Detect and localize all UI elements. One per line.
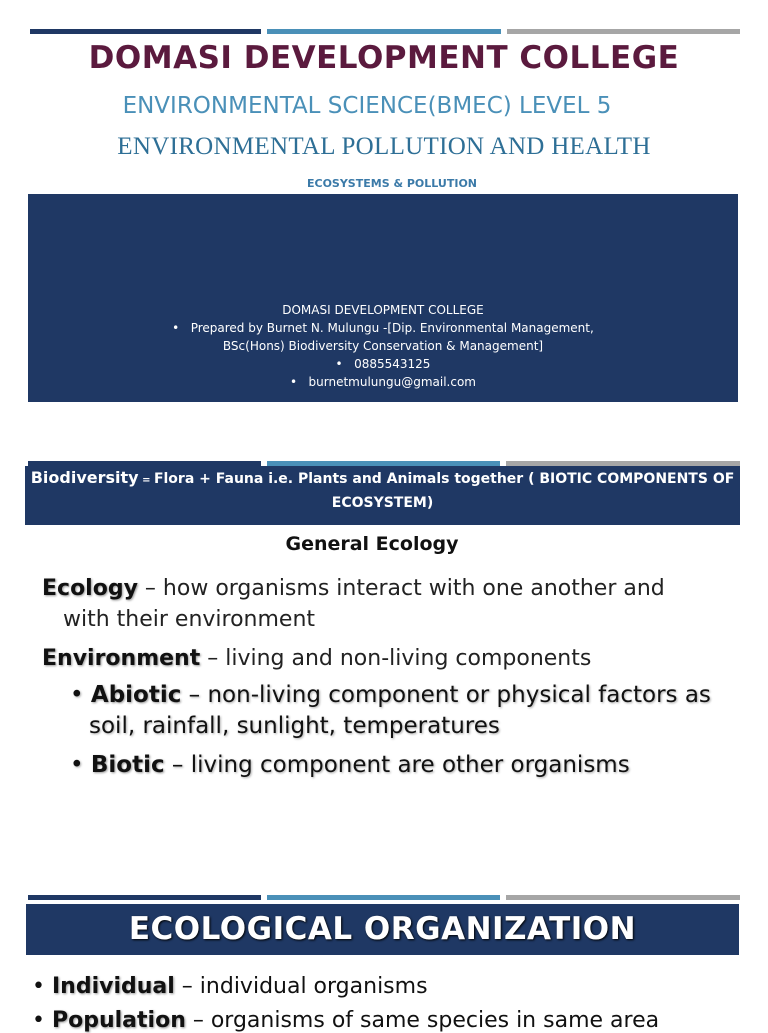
term-individual: Individual [51, 974, 175, 999]
bar-teal [267, 895, 500, 900]
list-item-population: • Population – organisms of same species in same area [32, 1008, 660, 1033]
term-environment: Environment [42, 646, 201, 671]
bullet: • [32, 1008, 45, 1033]
term-ecology: Ecology [42, 576, 138, 601]
box-email: • burnetmulungu@gmail.com [289, 375, 476, 389]
term-population: Population [51, 1008, 186, 1033]
bullet: • [289, 375, 298, 389]
bar-gray [507, 29, 740, 34]
bullet: • [32, 974, 45, 999]
box-college-name: DOMASI DEVELOPMENT COLLEGE [282, 303, 484, 317]
definition-ecology: Ecology – how organisms interact with one another and with their environment [42, 576, 665, 632]
bullet: • [172, 321, 180, 335]
bullet: • [335, 357, 343, 371]
bar-gray [506, 895, 740, 900]
box-phone: • 0885543125 [335, 357, 431, 371]
definition-abiotic: • Abiotic – non-living component or physical factors as soil, rainfall, sunlight, temperatures [70, 682, 711, 739]
slide-top-bars [30, 29, 740, 34]
biodiversity-banner [25, 466, 740, 525]
slide-top-bars [28, 895, 740, 900]
slide-ecological-organization [0, 890, 768, 1033]
bullet: • [70, 682, 84, 708]
course-subtitle: ENVIRONMENTAL SCIENCE(BMEC) LEVEL 5 [122, 93, 612, 119]
author-box [28, 194, 738, 402]
bar-navy [28, 895, 261, 900]
list-item-individual: • Individual – individual organisms [32, 974, 428, 999]
topic-subtitle: ECOSYSTEMS & POLLUTION [306, 177, 477, 190]
bar-teal [267, 29, 501, 34]
definition-biotic: • Biotic – living component are other organisms [70, 752, 630, 778]
banner-line-1: Biodiversity = Flora + Fauna i.e. Plants and Animals together ( BIOTIC COMPONENTS OF [30, 468, 735, 487]
bar-navy [30, 29, 261, 34]
banner-line-2: ECOSYSTEM) [331, 495, 434, 511]
slide-title [0, 0, 768, 430]
term-biotic: Biotic [90, 752, 165, 778]
module-subtitle: ENVIRONMENTAL POLLUTION AND HEALTH [117, 133, 651, 160]
box-prepared-by: • Prepared by Burnet N. Mulungu -[Dip. Environmental Management, [172, 321, 594, 335]
definition-environment: Environment – living and non-living components [42, 646, 592, 671]
bullet: • [70, 752, 84, 778]
box-qualifications: BSc(Hons) Biodiversity Conservation & Management] [222, 339, 544, 353]
slide-general-ecology [0, 460, 768, 870]
ecological-organization-banner: ECOLOGICAL ORGANIZATION [26, 904, 739, 955]
section-heading: General Ecology [285, 533, 459, 555]
college-title: DOMASI DEVELOPMENT COLLEGE [88, 40, 680, 76]
term-abiotic: Abiotic [90, 682, 182, 708]
